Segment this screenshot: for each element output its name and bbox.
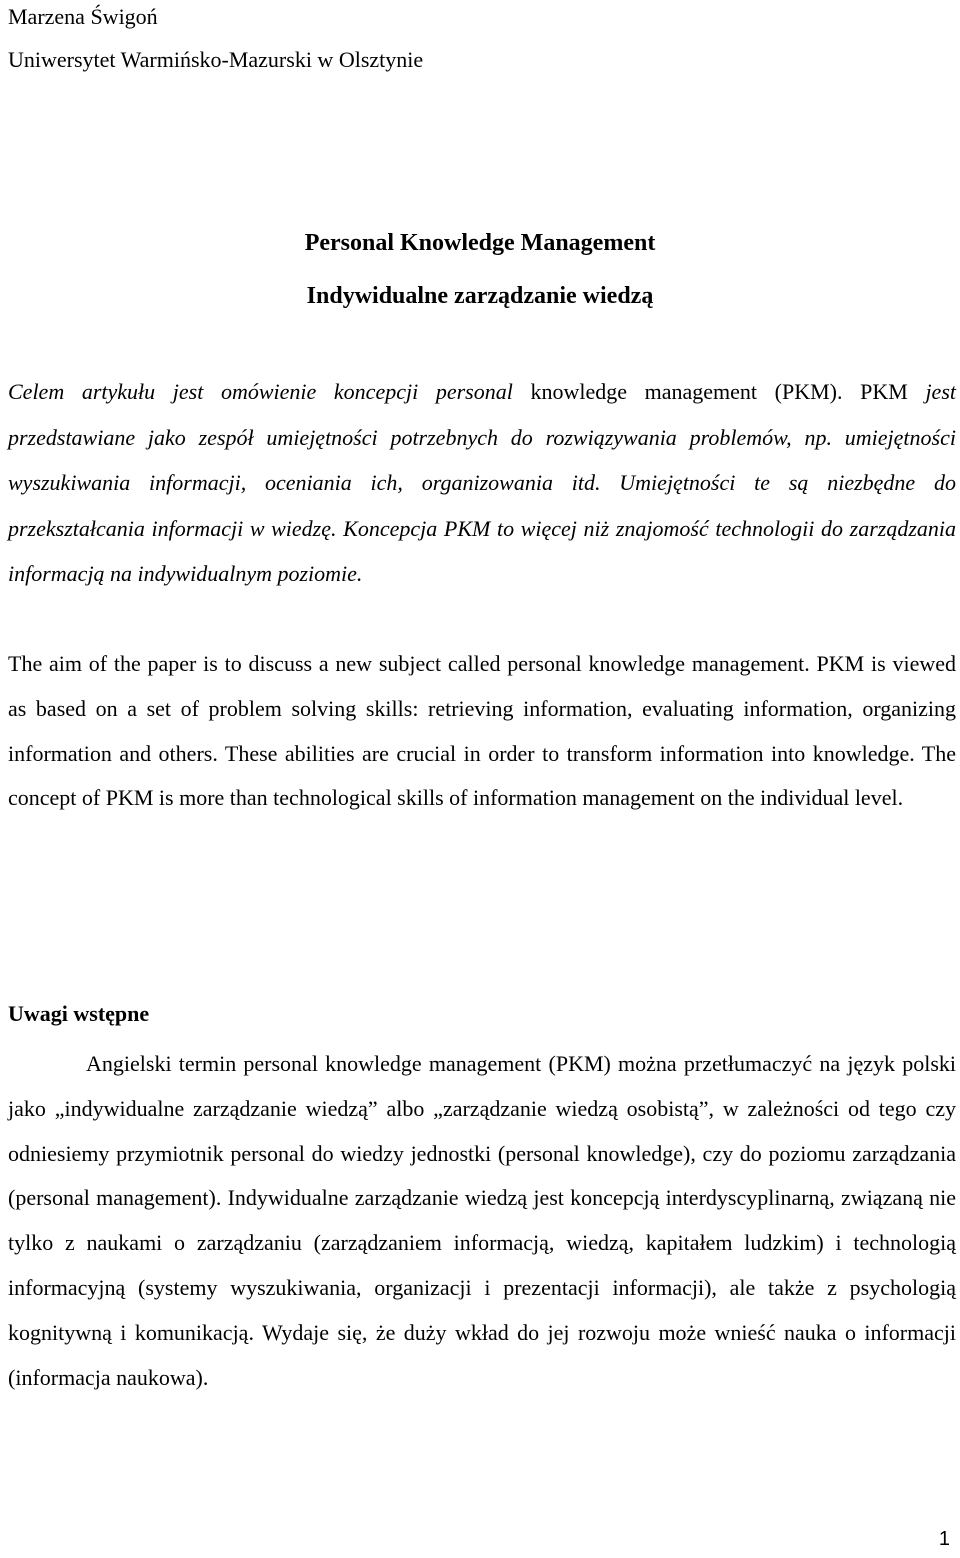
abstract-polish-part2: knowledge management (PKM). PKM (530, 379, 908, 404)
abstract-polish-part3: jest przedstawiane jako zespół umiejętności potrzebnych do rozwiązywania problemów, np. umiejętności wyszukiwania informacji, oceniania ich, organizowania itd. Umiejętności te są niezbędne do przekształcania informacji w wiedzę. Koncepcja PKM to więcej niż znajomość technologii do zarządzania informacją na indywidualnym poziomie. (8, 379, 956, 587)
section-heading: Uwagi wstępne (8, 1001, 150, 1026)
abstract-polish (8, 369, 956, 597)
title-english: Personal Knowledge Management (304, 230, 656, 256)
abstract-polish-part1: Celem artykułu jest omówienie koncepcji personal (8, 379, 531, 404)
author-name: Marzena Świgoń (8, 4, 158, 29)
title-polish: Indywidualne zarządzanie wiedzą (306, 283, 654, 309)
author-affiliation: Uniwersytet Warmińsko-Mazurski w Olsztynie (8, 47, 424, 72)
section-body: Angielski termin personal knowledge management (PKM) można przetłumaczyć na język polski jako „indywidualne zarządzanie wiedzą” albo „zarządzanie wiedzą osobistą”, w zależności od tego czy odniesiemy przymiotnik personal do wiedzy jednostki (personal knowledge), czy do poziomu zarządzania (personal management). Indywidualne zarządzanie wiedzą jest koncepcją interdyscyplinarną, związaną nie tylko z naukami o zarządzaniu (zarządzaniem informacją, wiedzą, kapitałem ludzkim) i technologią informacyjną (systemy wyszukiwania, organizacji i prezentacji informacji), ale także z psychologią kognitywną i komunikacją. Wydaje się, że duży wkład do jej rozwoju może wnieść nauka o informacji (informacja naukowa). (8, 1051, 956, 1390)
page-number: 1 (938, 1528, 950, 1550)
abstract-english: The aim of the paper is to discuss a new subject called personal knowledge management. PKM is viewed as based on a set of problem solving skills: retrieving information, evaluating information, organizing information and others. These abilities are crucial in order to transform information into knowledge. The concept of PKM is more than technological skills of information management on the individual level. (8, 651, 956, 811)
